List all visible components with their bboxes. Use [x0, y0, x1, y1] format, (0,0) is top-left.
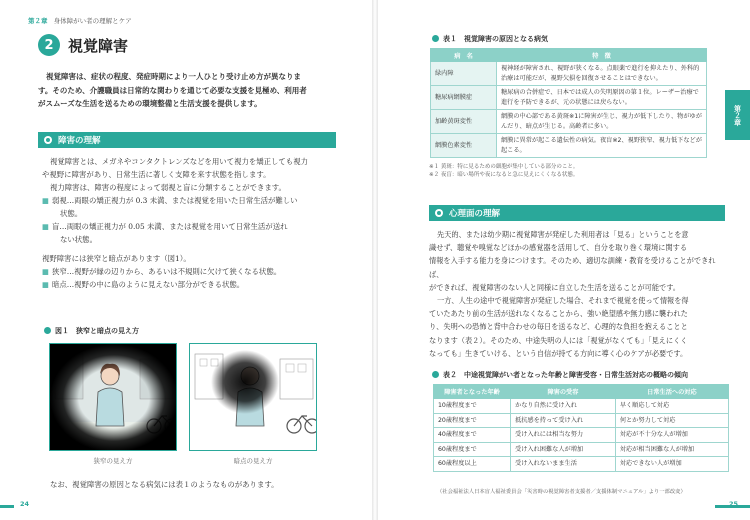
figure-stenosis: [49, 343, 177, 451]
list-item: ■ 暗点…視野の中に島のように見えない部分ができる状態。: [42, 280, 245, 289]
table2-title: 表２ 中途視覚障がい者となった年齢と障害受容・日常生活対応の概略の傾向: [432, 370, 688, 380]
figure-caption-right: 暗点の見え方: [233, 457, 273, 465]
intro-line: がスムーズな生活を送るための環境整備と生活支援を提供します。: [38, 99, 262, 108]
table-header-row: [431, 49, 707, 62]
acceptance-cell: 受け入れには相当な努力: [511, 428, 616, 443]
body-line: ていたあたり前の生活が送れなくなることから、強い絶望感や無力感に襲われた: [429, 309, 688, 319]
body-line: ができれば、視覚障害のない人と同様に自立した生活を送ることが可能です。: [429, 282, 680, 292]
table2-source: （社会福祉法人日本盲人福祉委員会「災害時の視覚障害者支援者／支援体制マニュアル」より一部改変）: [437, 489, 686, 495]
section-number-badge: 2: [38, 34, 60, 56]
heading-bullet-icon: [435, 209, 443, 217]
table-bullet-icon: [432, 35, 439, 42]
footnote: ※２ 夜盲：暗い場所や夜になると急に見えにくくなる状態。: [429, 172, 579, 178]
body-line: 視力障害は、障害の程度によって弱視と盲に分類することができます。: [50, 183, 286, 192]
list-item: ■ 弱視…両眼の矯正視力が 0.3 未満、または視覚を用いた日常生活が難しい: [42, 196, 298, 205]
heading-bullet-icon: [44, 136, 52, 144]
coping-cell: 対応が相当困難な人が増加: [615, 442, 728, 457]
age-cell: 10歳程度まで: [434, 399, 511, 414]
body-line: 視覚障害とは、メガネやコンタクトレンズなどを用いて視力を矯正しても視力: [50, 157, 308, 166]
footnote: ※１ 黄斑：特に見るための細胞が集中している部分のこと。: [429, 164, 579, 170]
disease-desc: 網膜の中心部である黄斑※1に障害が生じ、視力が低下したり、物がゆがんだり、暗点が生じる。高齢者に多い。: [497, 110, 707, 134]
intro-paragraph: [38, 70, 338, 111]
body-line: や視野に障害があり、日常生活に著しく支障を来す状態を指します。: [42, 170, 271, 179]
table-header-cell: 障害の受容: [511, 385, 616, 399]
section-title: [38, 34, 128, 56]
figure-bullet-icon: [44, 327, 51, 334]
coping-cell: 早く順応して対応: [615, 399, 728, 414]
page-edge-bar-left: [0, 505, 14, 508]
coping-cell: 何とか努力して対応: [615, 413, 728, 428]
acceptance-cell: 抵抗感を持って受け入れ: [511, 413, 616, 428]
body-line: 先天的、または幼少期に視覚障害が発症した利用者は「見る」ということを意: [437, 230, 689, 239]
chapter-side-tab: 第２章: [725, 90, 750, 140]
list-item: ■ 盲…両眼の矯正視力が 0.05 未満、または視覚を用いて日常生活が送れ: [42, 222, 288, 231]
list-item-cont: ない状態。: [60, 235, 97, 244]
disease-name: 緑内障: [431, 62, 497, 86]
right-page: [375, 0, 750, 520]
body-line: り、失明への恐怖と背中合わせの毎日を送るなど、心理的な負担を抱えることと: [429, 322, 688, 332]
square-bullet-icon: ■: [42, 196, 49, 205]
body-line: 識せず、聴覚や嗅覚などほかの感覚器を活用して、自分を取り巻く環境に関する: [429, 243, 688, 253]
heading-text: 心理面の理解: [449, 209, 501, 219]
disease-name: 網膜色素変性: [431, 134, 497, 158]
table-header-cell: 特 徴: [497, 49, 707, 62]
table-row: [434, 428, 729, 443]
table1-title: 表１ 視覚障害の原因となる病気: [432, 34, 548, 44]
section-title-text: 視覚障害: [68, 36, 129, 55]
square-bullet-icon: ■: [42, 280, 49, 289]
table-header-row: [434, 385, 729, 399]
table-row: [431, 62, 707, 86]
list-item: ■ 狭窄…視野が縁の辺りから、あるいは不規則に欠けて狭くなる状態。: [42, 267, 282, 276]
psych-body: [429, 228, 729, 360]
acceptance-cell: 受け入れないまま生活: [511, 457, 616, 472]
table-header-cell: 障害者となった年齢: [434, 385, 511, 399]
understanding-body: [42, 155, 338, 291]
table-header-cell: 日常生活への対応: [615, 385, 728, 399]
stenosis-illustration: [50, 344, 177, 451]
section-heading-understanding: [38, 132, 336, 148]
section-heading-psych: [429, 205, 725, 221]
table-bullet-icon: [432, 371, 439, 378]
body-line: なります（表２）。そのため、中途失明の人には「視覚がなくても」「見えにくく: [429, 335, 688, 345]
figure-caption-left: 狭窄の見え方: [93, 457, 133, 465]
heading-text: 障害の理解: [58, 136, 101, 146]
table-row: [434, 457, 729, 472]
chapter-label: 第２章: [28, 17, 48, 25]
running-header: [28, 16, 132, 25]
intro-line: す。そのため、介護職員は日常的な関わりを通じて必要な支援を見極め、利用者: [38, 85, 307, 95]
table-row: [431, 110, 707, 134]
body-line: なっても」生きていける、という自信が持てる方向に導く心のケアが必要です。: [429, 348, 688, 358]
age-cell: 60歳程度まで: [434, 442, 511, 457]
disease-desc: 視神経が障害され、視野が狭くなる。点眼薬で進行を抑えたり、外科的治療は可能だが、視野欠損を回復させることはできない。: [497, 62, 707, 86]
table-row: [431, 134, 707, 158]
page-number-right: 25: [729, 500, 739, 508]
figure-scotoma: [189, 343, 317, 451]
table-row: [431, 86, 707, 110]
body-line: 視野障害には狭窄と暗点があります（図1）。: [42, 254, 191, 263]
table1: [430, 48, 707, 158]
body-line: 情報を入手する能力を身につけます。そのため、適切な訓練・教育を受けることができれば、: [429, 256, 716, 279]
scotoma-illustration: [190, 344, 317, 451]
bottom-paragraph: なお、視覚障害の原因となる病気には表１のようなものがあります。: [50, 480, 279, 489]
table-row: [434, 399, 729, 414]
coping-cell: 対応できない人が増加: [615, 457, 728, 472]
table2: [433, 384, 729, 472]
disease-desc: 糖尿病の合併症で、日本では成人の失明原因の第１位。レーザー治療で進行を予防できるが、元の状態には戻らない。: [497, 86, 707, 110]
square-bullet-icon: ■: [42, 267, 49, 276]
square-bullet-icon: ■: [42, 222, 49, 231]
table-row: [434, 442, 729, 457]
disease-name: 糖尿病網膜症: [431, 86, 497, 110]
page-number-left: 24: [20, 500, 30, 508]
figure-title: 図１ 狭窄と暗点の見え方: [44, 326, 139, 336]
chapter-title: 身体障がい者の理解とケア: [53, 17, 132, 25]
disease-name: 加齢黄斑変性: [431, 110, 497, 134]
table-row: [434, 413, 729, 428]
disease-desc: 網膜に異常が起こる遺伝性の病気。夜盲※2、視野狭窄、視力低下などが起こる。: [497, 134, 707, 158]
table-header-cell: 病 名: [431, 49, 497, 62]
coping-cell: 対応が不十分な人が増加: [615, 428, 728, 443]
list-item-cont: 状態。: [60, 209, 83, 218]
age-cell: 40歳程度まで: [434, 428, 511, 443]
body-line: 一方、人生の途中で視覚障害が発症した場合、それまで視覚を使って情報を得: [437, 296, 689, 306]
acceptance-cell: 受け入れ困難な人が増加: [511, 442, 616, 457]
table1-notes: [429, 163, 578, 179]
intro-line: 視覚障害は、症状の程度、発症時期により一人ひとり受け止め方が異なりま: [46, 72, 301, 81]
acceptance-cell: かなり自然に受け入れ: [511, 399, 616, 414]
age-cell: 20歳程度まで: [434, 413, 511, 428]
age-cell: 60歳程度以上: [434, 457, 511, 472]
